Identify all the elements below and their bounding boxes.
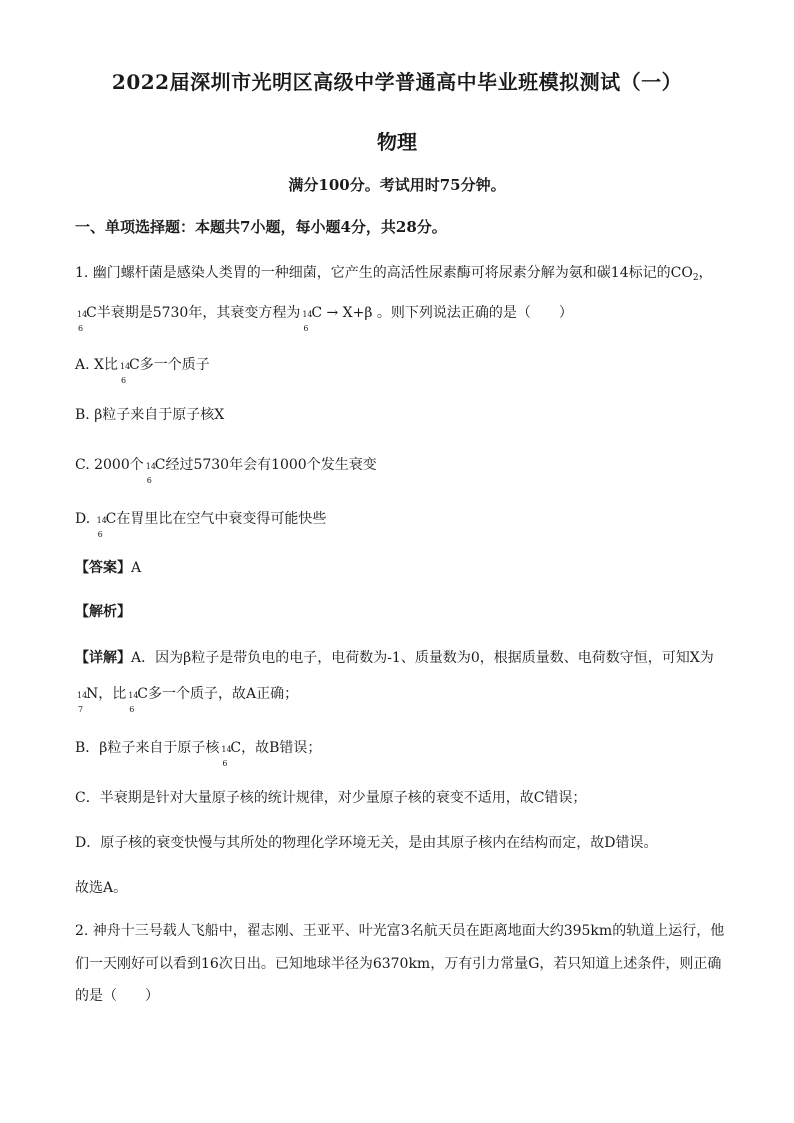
q1-option-c xyxy=(75,454,725,485)
q2-stem-line2: 们一天刚好可以看到16次日出。已知地球半径为6370km，万有引力常量G，若只知道上述条件，则正确 xyxy=(75,956,722,972)
exam-title: 2022届深圳市光明区高级中学普通高中毕业班模拟测试（一） xyxy=(111,70,683,94)
option-d-text: D. xyxy=(75,511,95,527)
atomic-number: 7 xyxy=(78,705,84,714)
q1-detail-line3 xyxy=(75,737,725,768)
q1-option-d xyxy=(75,508,725,539)
answer-value: A xyxy=(131,560,142,576)
q1-option-a xyxy=(75,354,725,385)
q1-stem-text2: C半衰期是5730年，其衰变方程为 xyxy=(86,305,301,321)
detail-text: N，比 xyxy=(86,686,127,702)
atomic-number: 6 xyxy=(146,476,152,485)
q1-stem-text: 1. 幽门螺杆菌是感染人类胃的一种细菌，它产生的高活性尿素酶可将尿素分解为氨和碳14标记的CO xyxy=(75,265,693,281)
exam-info: 满分100分。考试用时75分钟。 xyxy=(288,176,506,194)
q1-option-b: B. β粒子来自于原子核X xyxy=(75,407,225,423)
subject-title: 物理 xyxy=(377,130,417,154)
atomic-number: 6 xyxy=(129,705,135,714)
detail-tag: 【详解】 xyxy=(75,650,131,666)
q2-stem-line1: 2. 神舟十三号载人飞船中，翟志刚、王亚平、叶光富3名航天员在距离地面大约395km的轨道上运行，他 xyxy=(75,923,725,939)
option-d-text2: C在胃里比在空气中衰变得可能快些 xyxy=(105,511,327,527)
option-a-text2: C多一个质子 xyxy=(128,357,210,373)
q1-detail-line2 xyxy=(75,683,725,714)
mass-number: 14 xyxy=(128,691,139,700)
atomic-number: 6 xyxy=(78,324,84,333)
answer-tag: 【答案】 xyxy=(75,560,131,576)
q1-stem-text3: C → X+β 。则下列说法正确的是（ ） xyxy=(311,305,573,321)
q1-analysis-tag xyxy=(75,601,725,621)
analysis-tag: 【解析】 xyxy=(75,604,131,620)
mass-number: 14 xyxy=(96,516,107,525)
atomic-number: 6 xyxy=(222,759,228,768)
q1-answer xyxy=(75,557,725,577)
mass-number: 14 xyxy=(119,362,131,371)
detail-text: C多一个质子，故A正确； xyxy=(137,686,299,702)
detail-text: B．β粒子来自于原子核 xyxy=(75,740,220,756)
q1-detail-line1 xyxy=(75,647,725,667)
mass-number: 14 xyxy=(77,691,88,700)
mass-number: 14 xyxy=(145,462,156,471)
atomic-number: 6 xyxy=(120,376,127,385)
mass-number: 14 xyxy=(77,310,88,319)
q2-stem-line3: 的是（ ） xyxy=(75,988,159,1004)
q1-stem-line2 xyxy=(75,302,725,333)
option-c-text2: C经过5730年会有1000个发生衰变 xyxy=(154,457,377,473)
atomic-number: 6 xyxy=(303,324,309,333)
q1-co2-subscript: 2 xyxy=(692,273,699,283)
q1-conclusion: 故选A。 xyxy=(75,880,128,896)
option-a-text: A. X比 xyxy=(75,357,118,373)
atomic-number: 6 xyxy=(97,530,103,539)
detail-text: A．因为β粒子是带负电的电子，电荷数为-1、质量数为0，根据质量数、电荷数守恒，可知X为 xyxy=(131,650,714,666)
q1-detail-line5: D．原子核的衰变快慢与其所处的物理化学环境无关，是由其原子核内在结构而定，故D错误。 xyxy=(75,835,658,851)
mass-number: 14 xyxy=(302,310,313,319)
section-heading: 一、单项选择题：本题共7小题，每小题4分，共28分。 xyxy=(75,218,447,236)
option-c-text: C. 2000个 xyxy=(75,457,144,473)
mass-number: 14 xyxy=(221,745,232,754)
q1-stem-line1 xyxy=(75,262,725,283)
detail-text: C，故B错误； xyxy=(230,740,322,756)
q1-stem-end: ， xyxy=(698,265,713,281)
q1-detail-line4: C．半衰期是针对大量原子核的统计规律，对少量原子核的衰变不适用，故C错误； xyxy=(75,790,587,806)
